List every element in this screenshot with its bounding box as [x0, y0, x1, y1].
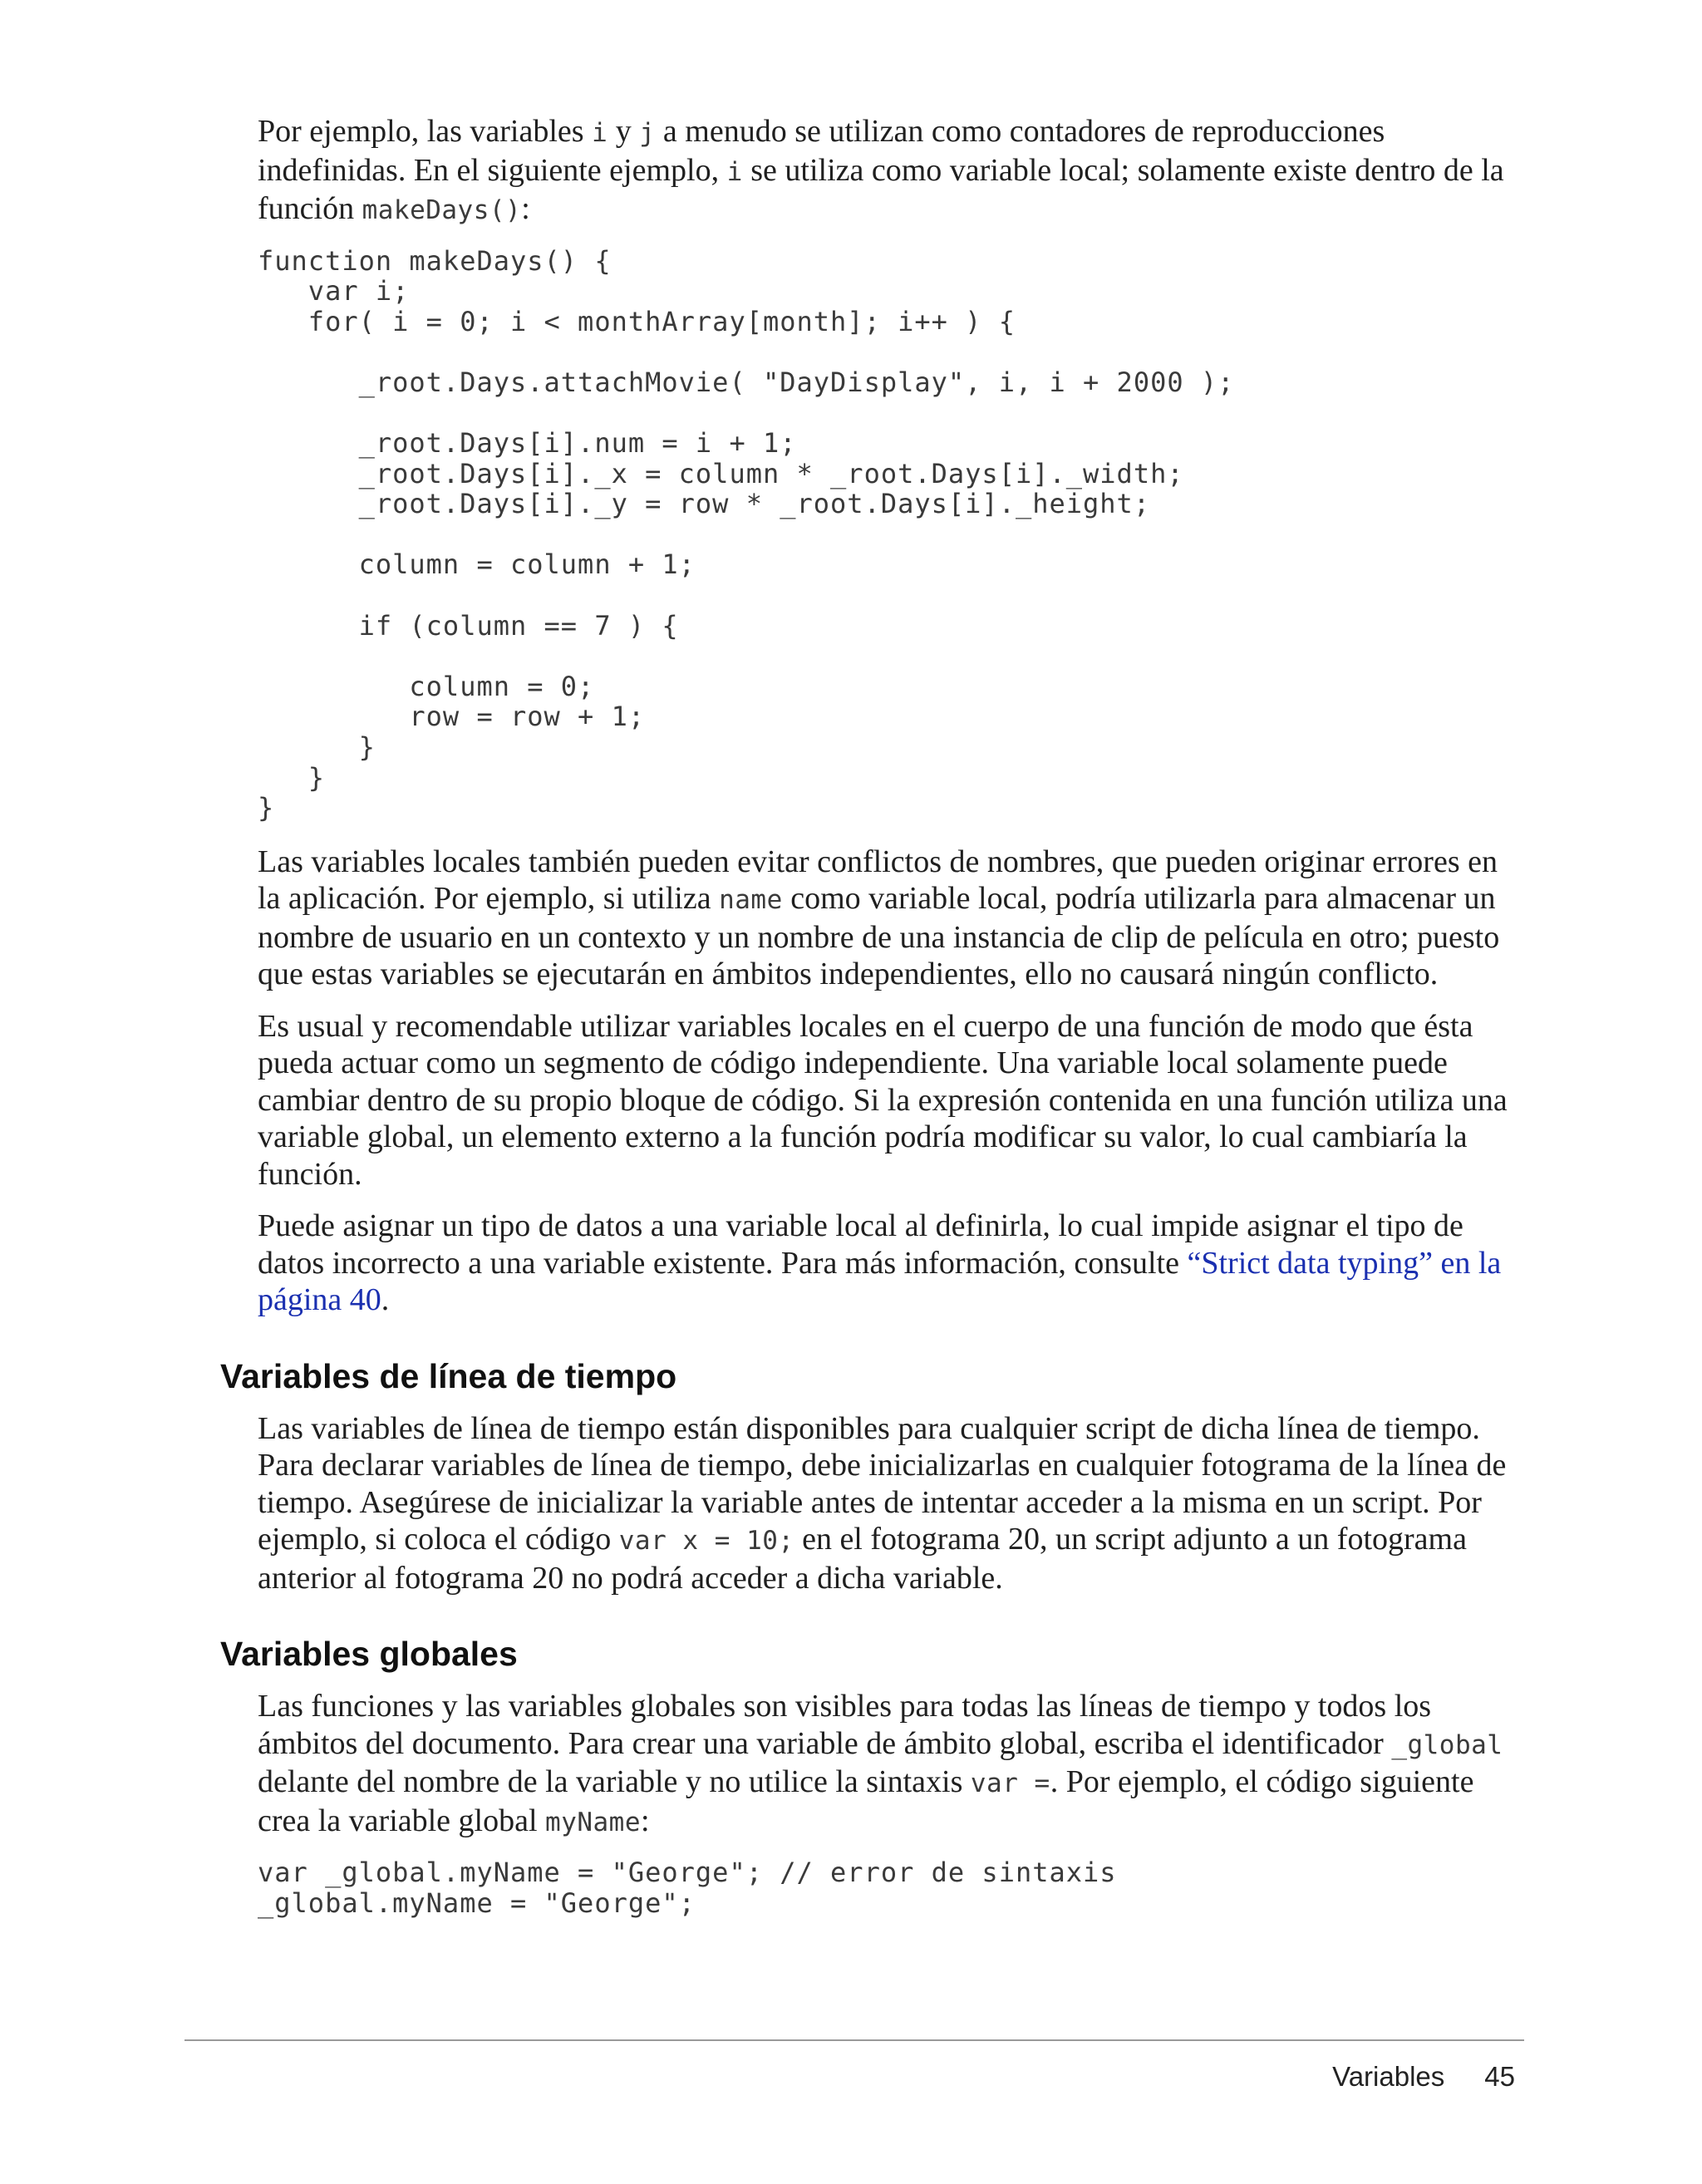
- text: se utiliza como variable local; solamente existe dentro de la función: [258, 152, 1504, 226]
- paragraph-timeline-variables: [258, 1410, 1521, 1597]
- page-content: [220, 113, 1521, 1938]
- text: a menudo se utilizan como contadores de reproducciones indefinidas. En el siguiente ejemplo,: [258, 114, 1385, 188]
- text: . Por ejemplo, el código siguiente crea la variable global: [258, 1764, 1474, 1838]
- strict-data-typing-link[interactable]: “Strict data typing” en la página 40: [258, 1245, 1502, 1318]
- text: delante del nombre de la variable y no utilice la sintaxis: [258, 1764, 971, 1800]
- text: Las variables de línea de tiempo están disponibles para cualquier script de dicha línea de tiempo. Para declarar variables de línea de tiempo, debe inicializarlas en cualquier fotograma de la línea de tiempo. Asegúrese de inicializar la variable antes de intentar acceder a la misma en un script. Por ejemplo, si coloca el código: [258, 1410, 1507, 1557]
- inline-code: var =: [970, 1768, 1050, 1799]
- text: Las funciones y las variables globales son visibles para todas las líneas de tiempo y todos los ámbitos del documento. Para crear una variable de ámbito global, escriba el identificador: [258, 1689, 1432, 1761]
- code-block-global: var _global.myName = "George"; // error de sintaxis _global.myName = "George";: [258, 1857, 1117, 1919]
- paragraph-local-variables: Es usual y recomendable utilizar variables locales en el cuerpo de una función de modo que ésta pueda actuar como un segmento de código independiente. Una variable local solamente puede cambiar dentro de su propio bloque de código. Si la expresión contenida en una función utiliza una variable global, un elemento externo a la función podría modificar su valor, lo cual cambiaría la función.: [258, 1008, 1508, 1192]
- text: :: [521, 191, 530, 226]
- inline-code: i: [592, 118, 608, 148]
- text: Por ejemplo, las variables: [258, 114, 593, 149]
- inline-code: _global: [1391, 1729, 1503, 1760]
- inline-code: var x = 10;: [618, 1526, 794, 1557]
- inline-code: name: [719, 885, 783, 916]
- text: en el fotograma 20, un script adjunto a un fotograma anterior al fotograma 20 no podrá acceder a dicha variable.: [258, 1522, 1467, 1596]
- paragraph-loop-counters: [258, 113, 1521, 229]
- inline-code: myName: [545, 1807, 642, 1837]
- page-footer: [1332, 2061, 1515, 2093]
- paragraph-data-type: [258, 1208, 1521, 1319]
- text: Las variables locales también pueden evitar conflictos de nombres, que pueden originar errores en la aplicación. Por ejemplo, si utiliza: [258, 844, 1498, 917]
- paragraph-global-variables: [258, 1688, 1521, 1841]
- heading-global-variables: Variables globales: [220, 1635, 518, 1674]
- heading-timeline-variables: Variables de línea de tiempo: [220, 1356, 677, 1395]
- code-block-makedays: function makeDays() { var i; for( i = 0; i < monthArray[month]; i++ ) { _root.Days.attachMovie( "DayDisplay", i, i + 2000 ); _root.Days[i].num = i + 1; _root.Days[i]._x = column * _root.Days[i]._width; _root.Days[i]._y = row * _root.Days[i]._height; column = column + 1; if (column == 7 ) { column = 0; row = row + 1; } } }: [258, 244, 1235, 824]
- inline-code: i: [726, 156, 743, 187]
- page-number: 45: [1484, 2061, 1515, 2092]
- text: como variable local, podría utilizarla para almacenar un nombre de usuario en un contexto y un nombre de una instancia de clip de película en otro; puesto que estas variables se ejecutarán en ámbitos independientes, ello no causará ningún conflicto.: [258, 881, 1500, 992]
- footer-section-title: Variables: [1332, 2061, 1445, 2092]
- inline-code: j: [639, 118, 656, 148]
- footer-divider: [184, 2039, 1524, 2041]
- text: :: [641, 1803, 650, 1838]
- paragraph-name-conflicts: [258, 844, 1521, 993]
- text: .: [381, 1282, 390, 1318]
- inline-code: makeDays(): [362, 195, 522, 225]
- text: y: [608, 114, 640, 149]
- text: Puede asignar un tipo de datos a una variable local al definirla, lo cual impide asignar el tipo de datos incorrecto a una variable existente. Para más información, consulte: [258, 1208, 1463, 1281]
